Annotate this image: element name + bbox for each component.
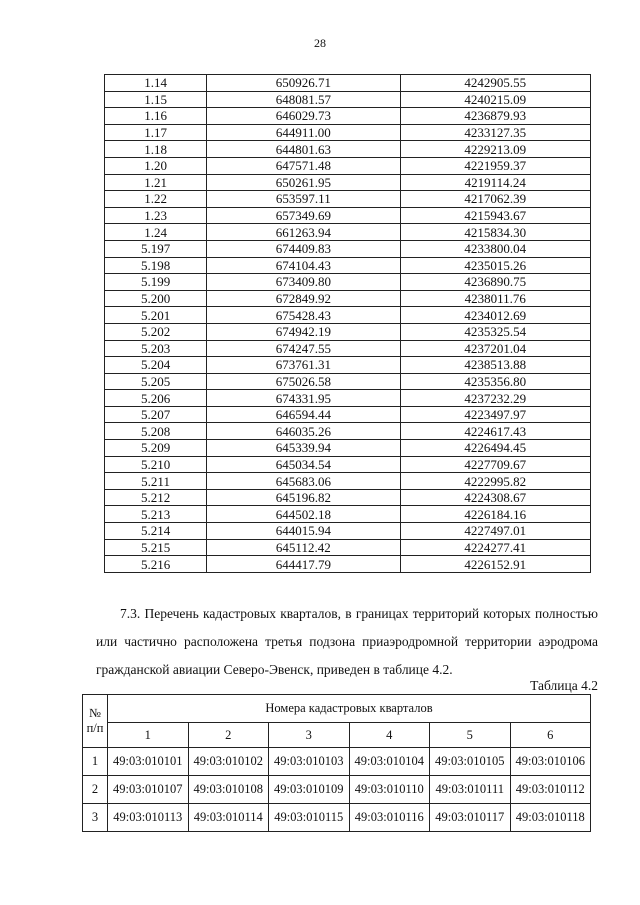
x-coordinate-cell: 647571.48 — [207, 157, 400, 174]
cadastral-code-cell: 49:03:010114 — [188, 804, 269, 832]
table-row — [105, 240, 591, 257]
cadastral-code-cell: 49:03:010102 — [188, 748, 269, 776]
x-coordinate-cell: 645034.54 — [207, 456, 400, 473]
x-coordinate-cell: 650261.95 — [207, 174, 400, 191]
point-number-cell: 5.208 — [105, 423, 207, 440]
cadastral-code-cell: 49:03:010101 — [108, 748, 189, 776]
point-number-cell: 5.213 — [105, 506, 207, 523]
coordinates-table — [104, 74, 591, 573]
point-number-cell: 1.21 — [105, 174, 207, 191]
x-coordinate-cell: 644502.18 — [207, 506, 400, 523]
cadastral-code-cell: 49:03:010112 — [510, 776, 591, 804]
x-coordinate-cell: 674247.55 — [207, 340, 400, 357]
point-number-cell: 1.18 — [105, 141, 207, 158]
point-number-cell: 5.201 — [105, 307, 207, 324]
x-coordinate-cell: 645196.82 — [207, 489, 400, 506]
x-coordinate-cell: 645112.42 — [207, 539, 400, 556]
point-number-cell: 1.17 — [105, 124, 207, 141]
table-row — [105, 124, 591, 141]
cadastral-code-cell: 49:03:010111 — [430, 776, 511, 804]
y-coordinate-cell: 4222995.82 — [400, 473, 591, 490]
column-number: 5 — [430, 723, 511, 748]
x-coordinate-cell: 673761.31 — [207, 357, 400, 374]
table-row — [105, 357, 591, 374]
cadastral-code-cell: 49:03:010110 — [349, 776, 430, 804]
y-coordinate-cell: 4224277.41 — [400, 539, 591, 556]
y-coordinate-cell: 4238011.76 — [400, 290, 591, 307]
column-number: 2 — [188, 723, 269, 748]
paragraph-text: 7.3. Перечень кадастровых кварталов, в границах территорий которых полностью или частично расположена третья подзона приаэродромной территории аэродрома гражданской авиации Северо-Эвенск, приведен в таблице 4.2. — [96, 606, 598, 677]
cadastral-code-cell: 49:03:010116 — [349, 804, 430, 832]
table-row — [105, 157, 591, 174]
point-number-cell: 5.209 — [105, 440, 207, 457]
x-coordinate-cell: 653597.11 — [207, 191, 400, 208]
table-row — [105, 539, 591, 556]
x-coordinate-cell: 646594.44 — [207, 406, 400, 423]
point-number-cell: 1.24 — [105, 224, 207, 241]
y-coordinate-cell: 4237201.04 — [400, 340, 591, 357]
table-row — [105, 523, 591, 540]
x-coordinate-cell: 644417.79 — [207, 556, 400, 573]
cadastral-code-cell: 49:03:010105 — [430, 748, 511, 776]
point-number-cell: 1.16 — [105, 108, 207, 125]
y-coordinate-cell: 4226152.91 — [400, 556, 591, 573]
point-number-cell: 1.14 — [105, 75, 207, 92]
table-row — [83, 748, 591, 776]
y-coordinate-cell: 4226184.16 — [400, 506, 591, 523]
table-row — [105, 340, 591, 357]
row-number: 2 — [83, 776, 108, 804]
x-coordinate-cell: 675428.43 — [207, 307, 400, 324]
point-number-cell: 1.22 — [105, 191, 207, 208]
cadastral-code-cell: 49:03:010118 — [510, 804, 591, 832]
x-coordinate-cell: 674942.19 — [207, 323, 400, 340]
table-row — [105, 323, 591, 340]
point-number-cell: 5.202 — [105, 323, 207, 340]
x-coordinate-cell: 674409.83 — [207, 240, 400, 257]
y-coordinate-cell: 4227497.01 — [400, 523, 591, 540]
x-coordinate-cell: 644015.94 — [207, 523, 400, 540]
table-row — [83, 776, 591, 804]
cadastral-code-cell: 49:03:010104 — [349, 748, 430, 776]
paragraph-7-3 — [96, 600, 598, 684]
point-number-cell: 5.212 — [105, 489, 207, 506]
point-number-cell: 5.216 — [105, 556, 207, 573]
x-coordinate-cell: 650926.71 — [207, 75, 400, 92]
x-coordinate-cell: 648081.57 — [207, 91, 400, 108]
y-coordinate-cell: 4229213.09 — [400, 141, 591, 158]
y-coordinate-cell: 4242905.55 — [400, 75, 591, 92]
y-coordinate-cell: 4236890.75 — [400, 274, 591, 291]
table-row — [105, 406, 591, 423]
group-header: Номера кадастровых кварталов — [108, 695, 591, 723]
table-row — [105, 91, 591, 108]
cadastral-code-cell: 49:03:010113 — [108, 804, 189, 832]
point-number-cell: 1.23 — [105, 207, 207, 224]
y-coordinate-cell: 4215834.30 — [400, 224, 591, 241]
y-coordinate-cell: 4233800.04 — [400, 240, 591, 257]
table-row — [105, 191, 591, 208]
table-row — [105, 489, 591, 506]
y-coordinate-cell: 4237232.29 — [400, 390, 591, 407]
cadastral-code-cell: 49:03:010107 — [108, 776, 189, 804]
cadastral-quarters-table — [82, 694, 591, 832]
y-coordinate-cell: 4221959.37 — [400, 157, 591, 174]
x-coordinate-cell: 675026.58 — [207, 373, 400, 390]
table-row — [105, 174, 591, 191]
y-coordinate-cell: 4223497.97 — [400, 406, 591, 423]
row-number: 1 — [83, 748, 108, 776]
point-number-cell: 5.207 — [105, 406, 207, 423]
table-row — [105, 473, 591, 490]
y-coordinate-cell: 4233127.35 — [400, 124, 591, 141]
table-row — [105, 274, 591, 291]
point-number-cell: 5.198 — [105, 257, 207, 274]
point-number-cell: 5.203 — [105, 340, 207, 357]
table-row — [105, 556, 591, 573]
x-coordinate-cell: 646029.73 — [207, 108, 400, 125]
y-coordinate-cell: 4234012.69 — [400, 307, 591, 324]
table-row — [105, 224, 591, 241]
x-coordinate-cell: 674331.95 — [207, 390, 400, 407]
cadastral-code-cell: 49:03:010109 — [269, 776, 350, 804]
y-coordinate-cell: 4227709.67 — [400, 456, 591, 473]
point-number-cell: 5.210 — [105, 456, 207, 473]
cadastral-code-cell: 49:03:010115 — [269, 804, 350, 832]
cadastral-code-cell: 49:03:010103 — [269, 748, 350, 776]
table-row — [105, 423, 591, 440]
y-coordinate-cell: 4235356.80 — [400, 373, 591, 390]
x-coordinate-cell: 645339.94 — [207, 440, 400, 457]
table-row — [105, 307, 591, 324]
point-number-cell: 5.204 — [105, 357, 207, 374]
table-row — [105, 390, 591, 407]
point-number-cell: 5.205 — [105, 373, 207, 390]
column-number: 6 — [510, 723, 591, 748]
y-coordinate-cell: 4235325.54 — [400, 323, 591, 340]
table-row — [105, 373, 591, 390]
y-coordinate-cell: 4215943.67 — [400, 207, 591, 224]
point-number-cell: 5.197 — [105, 240, 207, 257]
table-caption: Таблица 4.2 — [530, 678, 598, 693]
x-coordinate-cell: 645683.06 — [207, 473, 400, 490]
x-coordinate-cell: 644801.63 — [207, 141, 400, 158]
point-number-cell: 5.211 — [105, 473, 207, 490]
cadastral-code-cell: 49:03:010106 — [510, 748, 591, 776]
table-row — [83, 804, 591, 832]
column-number: 3 — [269, 723, 350, 748]
table-row — [105, 456, 591, 473]
column-number: 1 — [108, 723, 189, 748]
table-row — [105, 141, 591, 158]
table-row — [105, 506, 591, 523]
x-coordinate-cell: 646035.26 — [207, 423, 400, 440]
y-coordinate-cell: 4224617.43 — [400, 423, 591, 440]
point-number-cell: 1.15 — [105, 91, 207, 108]
y-coordinate-cell: 4224308.67 — [400, 489, 591, 506]
y-coordinate-cell: 4240215.09 — [400, 91, 591, 108]
point-number-cell: 5.199 — [105, 274, 207, 291]
row-number: 3 — [83, 804, 108, 832]
x-coordinate-cell: 674104.43 — [207, 257, 400, 274]
page-number: 28 — [314, 36, 326, 50]
num-header: № п/п — [83, 695, 108, 748]
x-coordinate-cell: 661263.94 — [207, 224, 400, 241]
point-number-cell: 5.206 — [105, 390, 207, 407]
table-row — [105, 207, 591, 224]
table-row — [105, 108, 591, 125]
table-row — [105, 75, 591, 92]
y-coordinate-cell: 4226494.45 — [400, 440, 591, 457]
point-number-cell: 5.214 — [105, 523, 207, 540]
x-coordinate-cell: 673409.80 — [207, 274, 400, 291]
cadastral-code-cell: 49:03:010108 — [188, 776, 269, 804]
y-coordinate-cell: 4235015.26 — [400, 257, 591, 274]
table-row — [105, 440, 591, 457]
y-coordinate-cell: 4236879.93 — [400, 108, 591, 125]
table-row — [105, 290, 591, 307]
point-number-cell: 5.215 — [105, 539, 207, 556]
point-number-cell: 1.20 — [105, 157, 207, 174]
column-number: 4 — [349, 723, 430, 748]
table-row — [105, 257, 591, 274]
y-coordinate-cell: 4238513.88 — [400, 357, 591, 374]
x-coordinate-cell: 644911.00 — [207, 124, 400, 141]
y-coordinate-cell: 4217062.39 — [400, 191, 591, 208]
y-coordinate-cell: 4219114.24 — [400, 174, 591, 191]
x-coordinate-cell: 657349.69 — [207, 207, 400, 224]
x-coordinate-cell: 672849.92 — [207, 290, 400, 307]
cadastral-code-cell: 49:03:010117 — [430, 804, 511, 832]
point-number-cell: 5.200 — [105, 290, 207, 307]
